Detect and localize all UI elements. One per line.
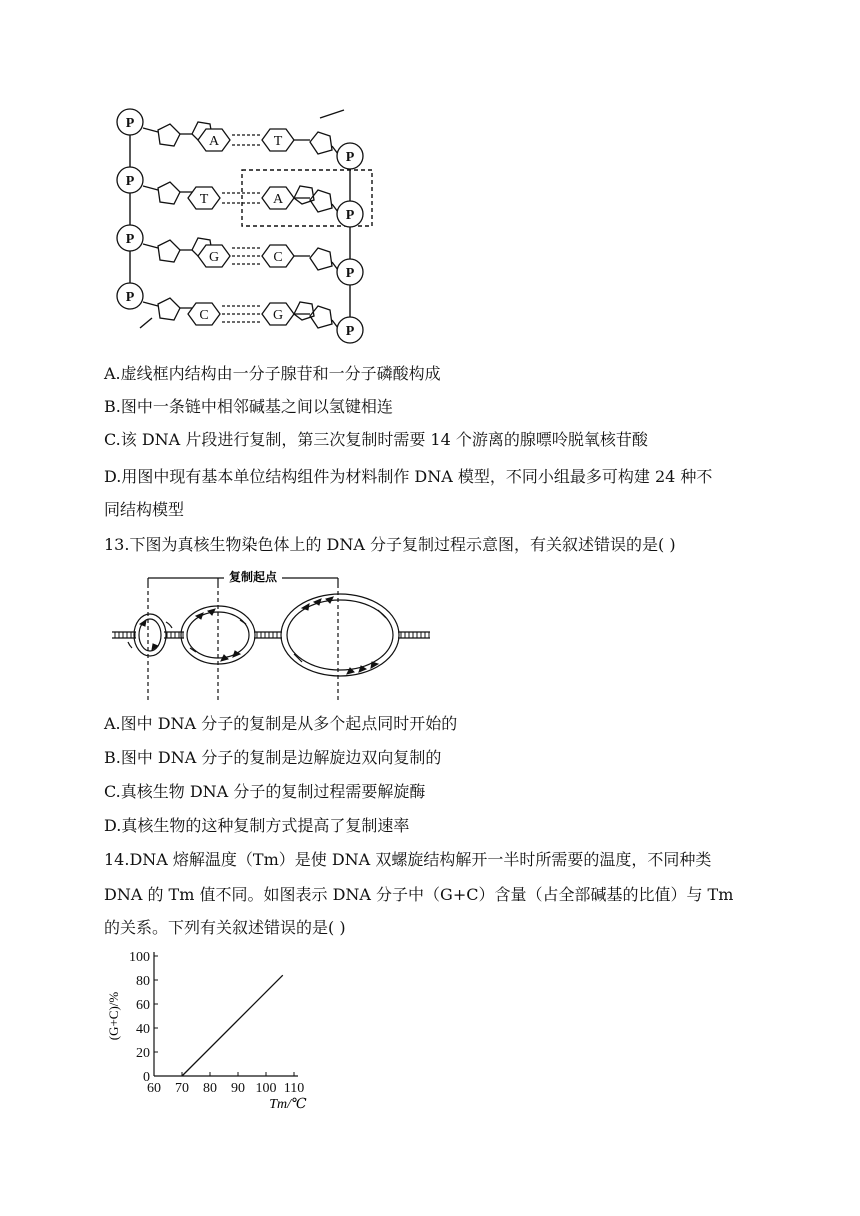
x-tick-label: 110: [283, 1081, 305, 1096]
phosphate-label: P: [125, 174, 135, 189]
base-left-letter: C: [199, 308, 209, 323]
base-right-letter: G: [272, 308, 284, 323]
x-tick-label: 60: [147, 1081, 161, 1096]
sugar-left: [158, 182, 180, 204]
base-right-letter: T: [273, 134, 283, 149]
base-pair-row: [117, 109, 363, 169]
y-tick-label: 40: [136, 1022, 150, 1037]
sugar-right: [310, 248, 332, 270]
x-tick-label: 100: [255, 1081, 277, 1096]
phosphate-label: P: [345, 324, 355, 339]
q13-option-a: A.图中 DNA 分子的复制是从多个起点同时开始的: [104, 714, 458, 733]
base-left-letter: G: [208, 250, 220, 265]
x-tick-label: 80: [203, 1081, 217, 1096]
tm-chart: [104, 946, 324, 1116]
base-right-letter: A: [272, 192, 284, 207]
dna-structure-figure: [112, 100, 382, 348]
y-tick-label: 100: [129, 950, 150, 965]
bottom-left-tail: [140, 318, 152, 328]
y-tick-label: 60: [136, 998, 150, 1013]
y-tick-label: 80: [136, 974, 150, 989]
base-pair-row: [117, 225, 363, 285]
q13-option-b: B.图中 DNA 分子的复制是边解旋边双向复制的: [104, 748, 442, 767]
phosphate-label: P: [345, 266, 355, 281]
replication-figure: [112, 566, 442, 702]
sugar-right: [310, 132, 332, 154]
y-tick-label: 0: [143, 1070, 150, 1085]
phosphate-label: P: [345, 208, 355, 223]
replication-bubble-large: [281, 594, 399, 676]
q12-option-a: A.虚线框内结构由一分子腺苷和一分子磷酸构成: [104, 364, 441, 383]
x-tick-label: 70: [175, 1081, 189, 1096]
sugar-left: [158, 124, 180, 146]
y-tick-label: 20: [136, 1046, 150, 1061]
q14-stem-line-1: 14.DNA 熔解温度（Tm）是使 DNA 双螺旋结构解开一半时所需要的温度，不同种类: [104, 850, 712, 869]
q12-option-d-continued: 同结构模型: [104, 500, 185, 519]
y-axis-label: (G+C)/%: [106, 991, 121, 1041]
replication-origin-label: 复制起点: [228, 570, 278, 584]
sugar-left: [158, 298, 180, 320]
q14-stem-line-2: DNA 的 Tm 值不同。如图表示 DNA 分子中（G+C）含量（占全部碱基的比值）与 Tm: [104, 885, 734, 904]
phosphate-label: P: [125, 290, 135, 305]
q12-option-c: C.该 DNA 片段进行复制，第三次复制时需要 14 个游离的腺嘌呤脱氧核苷酸: [104, 430, 648, 449]
q12-option-b: B.图中一条链中相邻碱基之间以氢键相连: [104, 397, 393, 416]
fork-arrows: [140, 597, 378, 674]
phosphate-label: P: [345, 150, 355, 165]
top-right-tail: [320, 110, 344, 118]
sugar-left: [158, 240, 180, 262]
x-axis-label: Tm/℃: [269, 1097, 307, 1112]
base-pair-row: [117, 167, 363, 227]
q13-option-d: D.真核生物的这种复制方式提高了复制速率: [104, 816, 410, 835]
q14-stem-line-3: 的关系。下列有关叙述错误的是( ): [104, 918, 346, 937]
base-pair-row: [117, 283, 363, 343]
q13-option-c: C.真核生物 DNA 分子的复制过程需要解旋酶: [104, 782, 426, 801]
x-tick-label: 90: [231, 1081, 245, 1096]
base-left-letter: T: [199, 192, 209, 207]
base-left-letter: A: [208, 134, 220, 149]
phosphate-label: P: [125, 116, 135, 131]
q13-stem: 13.下图为真核生物染色体上的 DNA 分子复制过程示意图，有关叙述错误的是( ): [104, 535, 676, 554]
q12-option-d: D.用图中现有基本单位结构组件为材料制作 DNA 模型，不同小组最多可构建 24 种不: [104, 467, 713, 486]
series-line: [182, 975, 283, 1076]
base-right-letter: C: [273, 250, 283, 265]
phosphate-label: P: [125, 232, 135, 247]
